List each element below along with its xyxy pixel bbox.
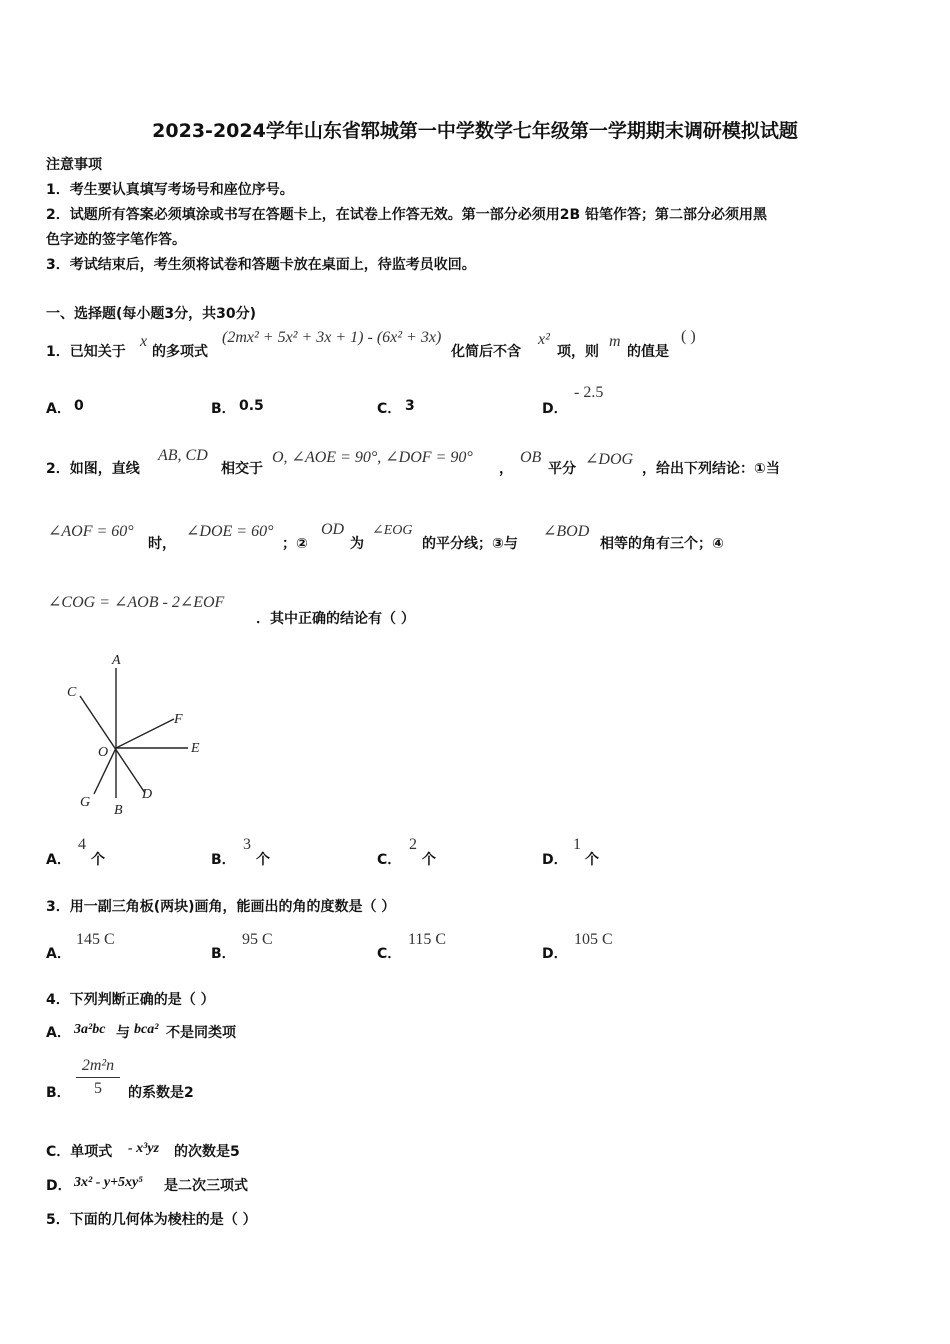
- q1-option-d-label: D．: [542, 401, 568, 417]
- q2-stem-text: 平分: [548, 461, 576, 477]
- q5-stem: 5．下面的几何体为棱柱的是（ ）: [46, 1212, 257, 1228]
- ray-of: [116, 719, 174, 748]
- figure-label-c: C: [67, 685, 77, 700]
- q2-stem-text: 相等的角有三个；④: [600, 536, 724, 552]
- q4-option-d-expr: 3x² - y+5xy⁵: [74, 1175, 144, 1190]
- q4-option-a-term: bca²: [134, 1022, 159, 1037]
- q3-option-d-label: D．: [542, 946, 568, 962]
- q1-option-b-label: B．: [211, 401, 236, 417]
- q1-stem-start: 1．已知关于: [46, 344, 126, 360]
- q1-option-c-value: 3: [405, 398, 415, 414]
- figure-label-g: G: [80, 795, 91, 810]
- q4-stem: 4．下列判断正确的是（ ）: [46, 992, 215, 1008]
- q1-stem-text: 的多项式: [152, 344, 208, 360]
- q2-stem-text: ．其中正确的结论有（ ）: [256, 611, 415, 627]
- q2-option-b-label: B．: [211, 852, 236, 868]
- notice-heading: 注意事项: [46, 157, 102, 173]
- q2-option-a-label: A．: [46, 852, 71, 868]
- q1-option-d-value: - 2.5: [574, 384, 604, 401]
- q3-option-b-label: B．: [211, 946, 236, 962]
- q2-option-c-unit: 个: [422, 852, 436, 868]
- q1-answer-paren: ( ): [681, 328, 696, 345]
- line-cd: [80, 696, 145, 793]
- q2-option-a-unit: 个: [91, 852, 105, 868]
- figure-label-f: F: [174, 712, 183, 727]
- q2-stem-text: ，给出下列结论：①当: [642, 461, 780, 477]
- q4-option-d-text: 是二次三项式: [164, 1178, 248, 1194]
- notice-item: 1．考生要认真填写考场号和座位序号。: [46, 182, 294, 198]
- q2-option-d-label: D．: [542, 852, 568, 868]
- q3-option-c-label: C．: [377, 946, 402, 962]
- q2-stem-start: 2．如图，直线: [46, 461, 140, 477]
- q2-option-b-unit: 个: [256, 852, 270, 868]
- q2-math: ∠BOD: [543, 523, 590, 540]
- q1-option-a-value: 0: [74, 398, 84, 414]
- q3-stem: 3．用一副三角板(两块)画角，能画出的角的度数是（ ）: [46, 899, 396, 915]
- q1-option-b-value: 0.5: [239, 398, 264, 414]
- figure-label-b: B: [114, 803, 123, 818]
- q2-option-d-unit: 个: [585, 852, 599, 868]
- q2-figure: [60, 648, 220, 823]
- q2-stem-text: 的平分线；③与: [422, 536, 518, 552]
- q2-stem-text: ；②: [282, 536, 308, 552]
- q1-var-m: m: [609, 333, 621, 350]
- q1-var-x: x: [140, 333, 148, 350]
- q2-math: ∠EOG: [372, 523, 413, 538]
- q1-option-c-label: C．: [377, 401, 402, 417]
- q4-option-b-label: B．: [46, 1085, 71, 1101]
- q1-option-a-label: A．: [46, 401, 71, 417]
- q4-option-c-text: 的次数是5: [174, 1144, 240, 1160]
- q2-option-c-num: 2: [409, 836, 417, 853]
- figure-label-e: E: [191, 741, 200, 756]
- q2-stem-text: ，: [499, 461, 513, 477]
- q2-math: ∠COG = ∠AOB - 2∠EOF: [48, 594, 225, 611]
- q4-option-c-expr: - x³yz: [128, 1141, 160, 1156]
- q2-math: OD: [321, 521, 345, 538]
- q2-math: OB: [520, 449, 542, 466]
- q2-stem-text: 相交于: [221, 461, 263, 477]
- fraction-bar: [76, 1077, 120, 1078]
- figure-label-d: D: [142, 787, 153, 802]
- figure-label-o: O: [98, 745, 109, 760]
- q1-stem-text: 的值是: [627, 344, 669, 360]
- figure-label-a: A: [112, 653, 121, 668]
- q2-math: AB, CD: [158, 447, 208, 464]
- q3-option-b-value: 95 C: [242, 931, 273, 948]
- q2-math: ∠DOG: [585, 451, 634, 468]
- q1-x-squared: x²: [538, 331, 550, 348]
- q3-option-a-label: A．: [46, 946, 71, 962]
- q1-stem-text: 化简后不含: [451, 344, 521, 360]
- q4-option-a-text: 不是同类项: [166, 1025, 236, 1041]
- q4-option-b-fraction: [76, 1057, 120, 1098]
- q4-option-a-term: 3a²bc: [74, 1022, 106, 1037]
- notice-item: 2．试题所有答案必须填涂或书写在答题卡上，在试卷上作答无效。第一部分必须用2B 铅笔作答；第二部分必须用黑: [46, 207, 768, 223]
- section-heading: 一、选择题(每小题3分，共30分): [46, 306, 257, 322]
- q4-option-d-label: D．: [46, 1178, 72, 1194]
- q3-option-d-value: 105 C: [574, 931, 613, 948]
- q4-option-a-label: A．: [46, 1025, 71, 1041]
- q4-option-a-text: 与: [116, 1025, 130, 1041]
- q2-option-c-label: C．: [377, 852, 402, 868]
- fraction-numerator: 2m²n: [81, 1057, 115, 1074]
- q2-math: ∠DOE = 60°: [186, 523, 274, 540]
- q2-math: ∠AOF = 60°: [48, 523, 134, 540]
- q1-stem-text: 项，则: [557, 344, 599, 360]
- q2-stem-text: 时，: [148, 536, 176, 552]
- q2-option-b-num: 3: [243, 836, 251, 853]
- q4-option-c-label: C．单项式: [46, 1144, 113, 1160]
- q2-math: O, ∠AOE = 90°, ∠DOF = 90°: [272, 449, 473, 466]
- notice-item: 色字迹的签字笔作答。: [46, 232, 186, 248]
- notice-item: 3．考试结束后，考生须将试卷和答题卡放在桌面上，待监考员收回。: [46, 257, 476, 273]
- q1-polynomial: (2mx² + 5x² + 3x + 1) - (6x² + 3x): [222, 329, 442, 346]
- q4-option-b-text: 的系数是2: [128, 1085, 194, 1101]
- q2-option-a-num: 4: [78, 836, 86, 853]
- q2-option-d-num: 1: [573, 836, 581, 853]
- fraction-denominator: 5: [94, 1080, 102, 1097]
- q3-option-c-value: 115 C: [408, 931, 447, 948]
- page-title: 2023-2024学年山东省郓城第一中学数学七年级第一学期期末调研模拟试题: [152, 120, 798, 142]
- q2-stem-text: 为: [350, 536, 364, 552]
- q3-option-a-value: 145 C: [76, 931, 115, 948]
